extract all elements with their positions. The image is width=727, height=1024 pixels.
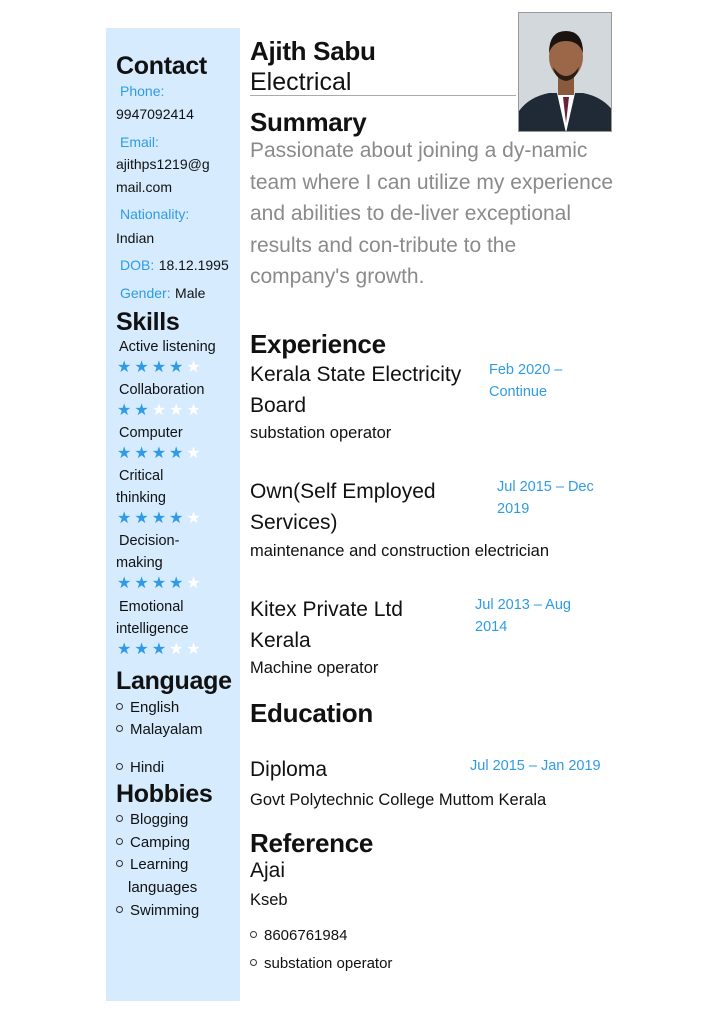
- star-icon: ★: [134, 445, 152, 462]
- job-role: Machine operator: [250, 659, 379, 677]
- bullet-icon: [250, 931, 257, 938]
- job-date: Jul 2013 – Aug 2014: [475, 597, 571, 635]
- job-role: substation operator: [250, 424, 392, 442]
- bullet-icon: [116, 703, 123, 710]
- skill-rating: [117, 511, 204, 527]
- reference-item: 8606761984: [250, 927, 347, 944]
- star-icon: ★: [117, 359, 135, 376]
- skill-rating: [117, 446, 204, 462]
- skill-name-continuation: intelligence: [116, 621, 189, 637]
- star-icon: ★: [117, 510, 135, 527]
- star-icon: ★: [186, 641, 204, 658]
- skills-heading: Skills: [116, 308, 180, 336]
- email-value-line2: mail.com: [116, 179, 173, 195]
- gender-value: Male: [175, 285, 206, 301]
- star-icon: ★: [169, 445, 187, 462]
- hobby-item: Blogging: [116, 811, 188, 828]
- header-divider: [250, 95, 516, 96]
- education-school: Govt Polytechnic College Muttom Kerala: [250, 791, 547, 809]
- star-icon: ★: [134, 575, 152, 592]
- job-company: Kitex Private Ltd Kerala: [250, 598, 403, 652]
- star-icon: ★: [151, 575, 170, 592]
- phone-label: Phone:: [120, 83, 165, 99]
- email-label: Email:: [120, 134, 159, 150]
- language-item: English: [116, 699, 179, 716]
- language-item: Malayalam: [116, 721, 203, 738]
- dob-row: [120, 257, 229, 275]
- candidate-name: Ajith Sabu: [250, 36, 376, 66]
- reference-org: Kseb: [250, 891, 288, 909]
- bullet-icon: [116, 838, 123, 845]
- hobby-item: Learning: [116, 856, 188, 873]
- star-icon: ★: [186, 445, 204, 462]
- contact-heading: Contact: [116, 52, 207, 80]
- bullet-icon: [116, 860, 123, 867]
- bullet-icon: [116, 815, 123, 822]
- bullet-icon: [116, 725, 123, 732]
- skill-name-continuation: thinking: [116, 490, 166, 506]
- experience-heading: Experience: [250, 329, 386, 359]
- skill-name: Active listening: [119, 339, 216, 355]
- skill-rating: [117, 642, 204, 658]
- person-avatar-icon: [519, 13, 612, 132]
- skill-rating: [117, 360, 204, 376]
- education-date: Jul 2015 – Jan 2019: [470, 758, 601, 774]
- star-icon: ★: [117, 445, 135, 462]
- education-degree: Diploma: [250, 758, 328, 781]
- skill-name-continuation: making: [116, 555, 163, 571]
- dob-label: DOB:: [120, 257, 155, 273]
- language-item: Hindi: [116, 759, 164, 776]
- education-heading: Education: [250, 698, 373, 728]
- dob-value: 18.12.1995: [158, 257, 229, 273]
- skill-rating: [117, 403, 204, 419]
- profile-photo: [518, 12, 612, 132]
- star-icon: ★: [134, 641, 152, 658]
- star-icon: ★: [117, 641, 135, 658]
- job-date: Feb 2020 – Continue: [489, 362, 563, 400]
- star-icon: ★: [134, 402, 152, 419]
- job-date: Jul 2015 – Dec 2019: [497, 479, 594, 517]
- hobby-item-continuation: languages: [128, 879, 198, 896]
- star-icon: ★: [186, 402, 204, 419]
- star-icon: ★: [117, 575, 135, 592]
- skill-name: Emotional: [119, 599, 184, 615]
- language-heading: Language: [116, 667, 232, 695]
- star-icon: ★: [169, 641, 187, 658]
- reference-item: substation operator: [250, 955, 392, 972]
- star-icon: ★: [169, 359, 187, 376]
- star-icon: ★: [151, 445, 170, 462]
- skill-rating: [117, 576, 204, 592]
- reference-heading: Reference: [250, 828, 374, 858]
- star-icon: ★: [134, 510, 152, 527]
- job-role: maintenance and construction electrician: [250, 542, 550, 560]
- hobby-item: Swimming: [116, 902, 199, 919]
- hobbies-heading: Hobbies: [116, 780, 213, 808]
- summary-text: Passionate about joining a dy-namic team where I can utilize my experience and abilities to de-liver exceptional results and con-tribute to the company's growth.: [250, 139, 613, 288]
- star-icon: ★: [169, 575, 187, 592]
- gender-label: Gender:: [120, 285, 171, 301]
- star-icon: ★: [186, 510, 204, 527]
- skill-name: Collaboration: [119, 382, 205, 398]
- job-company: Kerala State Electricity Board: [250, 363, 462, 417]
- star-icon: ★: [186, 359, 204, 376]
- nationality-label: Nationality:: [120, 206, 190, 222]
- nationality-value: Indian: [116, 230, 155, 246]
- candidate-title: Electrical: [250, 68, 352, 96]
- phone-value: 9947092414: [116, 106, 194, 122]
- star-icon: ★: [117, 402, 135, 419]
- star-icon: ★: [151, 510, 170, 527]
- email-value-line1: ajithps1219@g: [116, 156, 210, 172]
- job-company: Own(Self Employed Services): [250, 480, 436, 534]
- skill-name: Computer: [119, 425, 183, 441]
- summary-heading: Summary: [250, 107, 367, 137]
- skill-name: Decision-: [119, 533, 180, 549]
- star-icon: ★: [169, 510, 187, 527]
- star-icon: ★: [151, 402, 170, 419]
- star-icon: ★: [134, 359, 152, 376]
- star-icon: ★: [151, 641, 170, 658]
- star-icon: ★: [169, 402, 187, 419]
- skill-name: Critical: [119, 468, 164, 484]
- star-icon: ★: [151, 359, 170, 376]
- hobby-item: Camping: [116, 834, 190, 851]
- reference-name: Ajai: [250, 859, 286, 882]
- bullet-icon: [116, 906, 123, 913]
- star-icon: ★: [186, 575, 204, 592]
- bullet-icon: [116, 763, 123, 770]
- gender-row: [120, 285, 205, 303]
- bullet-icon: [250, 959, 257, 966]
